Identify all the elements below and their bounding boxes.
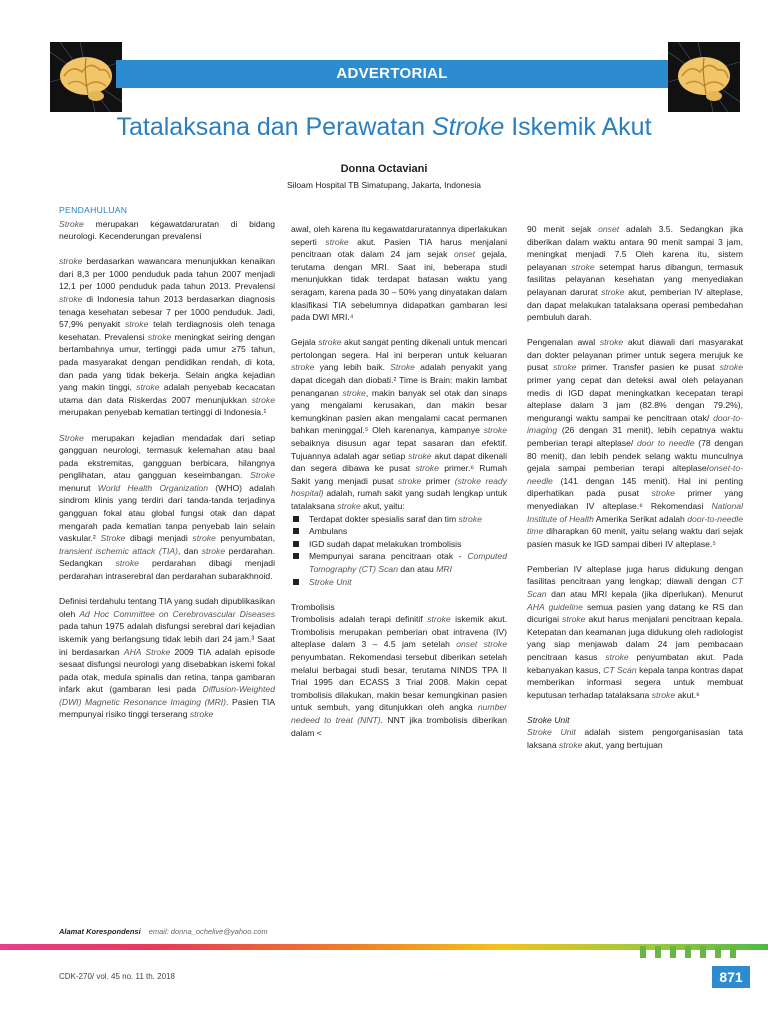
italic-term: Stroke: [250, 470, 275, 481]
text-run: akut dapat dikenali dan segera dibawa ke pusat: [291, 450, 507, 474]
italic-term: stroke: [201, 545, 226, 556]
italic-term: stroke: [427, 614, 451, 625]
stripe-dot: [700, 946, 706, 958]
italic-term: stroke: [719, 362, 743, 373]
italic-term: stroke: [124, 319, 149, 330]
text-run: perdarahan dibagi menjadi perdarahan intraserebral dan perdarahan subarakhnoid.: [59, 558, 275, 582]
list-item: [291, 576, 507, 589]
text-run: IGD sudah dapat melakukan trombolisis: [309, 538, 462, 549]
italic-term: World Health Organization: [97, 482, 209, 493]
subsection-heading: Trombolisis: [291, 601, 335, 612]
text-run: dibagi menjadi: [125, 533, 193, 544]
italic-term: stroke: [553, 362, 577, 373]
paragraph: [291, 223, 507, 324]
italic-term: door-to-imaging: [527, 412, 743, 436]
stripe-dot: [730, 946, 736, 958]
italic-term: stroke: [601, 286, 625, 297]
italic-term: transient ischemic attack (TIA): [59, 545, 178, 556]
text-run: . NNT jika trombolisis diberikan dalam <: [291, 714, 507, 738]
stripe-dot: [685, 946, 691, 958]
text-run: primer: [421, 475, 455, 486]
italic-term: Stroke Unit: [527, 727, 576, 738]
list-item: [291, 513, 507, 526]
advertorial-banner: ADVERTORIAL: [116, 60, 668, 88]
text-run: primer.⁶ Rumah Sakit yang menjadi pusat: [291, 463, 508, 486]
paragraph: [59, 255, 275, 419]
correspondence-email[interactable]: email: donna_ochelive@yahoo.com: [148, 927, 268, 936]
text-run: merupakan penyebab kematian tertinggi di Indonesia.¹: [59, 407, 267, 418]
italic-term: onset-to-needle: [527, 463, 743, 486]
text-run: meningkat seiring dengan bertambahnya umur, tertinggi pada umur ≥75 tahun, pada masyarakat dengan pendidikan rendah, di kota, dan pada yang tidak bekerja. Selain angka kejadian yang makin tinggi,: [59, 331, 275, 393]
text-run: iskemik akut. Trombolisis merupakan pemberian obat intravena (IV) alteplase dalam 3 – 4.5 jam setelah: [291, 614, 507, 650]
correspondence-label: Alamat Korespondensi: [59, 927, 141, 936]
title-part: Iskemik Akut: [504, 113, 652, 141]
text-run: akut, yaitu:: [360, 500, 405, 511]
italic-term: Stroke: [59, 218, 84, 229]
italic-term: AHA guideline: [527, 601, 583, 612]
correspondence-note: [59, 927, 268, 936]
text-run: primer yang cepat dan deteksi awal oleh pelayanan medis di IGD dapat meningkatkan kecepatan terapi alteplase dalam 3 jam (82.8% dengan 79.2%), mengurangi waktu sampai ke pencitraan otak/: [527, 375, 743, 423]
section-heading: PENDAHULUAN: [59, 205, 128, 215]
text-run: pada tahun 1975 adalah disfungsi serebral dari kejadian iskemik yang berlangsung tidak lebih dari 24 jam.³ Saat ini berdasarkan: [59, 621, 275, 657]
text-run: Terdapat dokter spesialis saraf dan tim: [309, 513, 459, 524]
italic-term: MRI: [436, 563, 452, 574]
title-italic: Stroke: [431, 113, 505, 141]
italic-term: Stroke: [100, 533, 126, 544]
author-affiliation: Siloam Hospital TB Simatupang, Jakarta, Indonesia: [286, 180, 482, 190]
text-run: akut. Pasien TIA harus menjalani pencitraan otak dalam 24 jam sejak: [291, 236, 507, 260]
italic-term: Computed Tomography (CT) Scan: [309, 551, 507, 574]
text-run: Amerika Serikat adalah: [593, 513, 688, 524]
italic-term: stroke: [115, 558, 139, 569]
italic-term: stroke: [59, 256, 83, 267]
text-run: yang lebih baik.: [314, 362, 391, 373]
text-run: , makin banyak sel otak dan sinaps yang mengalami kerusakan, dan makin besar kemungkinan pasien akan mengalami cacat permanen bahkan meninggal.⁵ Oleh karenanya, kampanye: [291, 387, 507, 436]
italic-term: number nedeed to treat (NNT): [291, 702, 507, 725]
text-run: perdarahan. Sedangkan: [59, 545, 276, 569]
text-run: adalah penyebab kecacatan utama dan data Riskerdas 2007 menunjukkan: [59, 382, 275, 405]
text-run: sebaiknya disusun agar tepat sasaran dan efektif. Tujuannya adalah agar setiap: [291, 438, 507, 461]
italic-term: stroke: [562, 614, 586, 625]
text-run: diharapkan 60 menit, yaitu selang waktu dari sejak pasien masuk ke IGD sampai diberi IV alteplase.⁵: [527, 526, 743, 549]
italic-term: AHA Stroke: [123, 646, 171, 657]
text-run: (WHO) adalah sindrom klinis yang terdiri dari tanda-tanda terjadinya gangguan fokal atau global fungsi otak dan dapat mengarah pada kematian tanpa penyebab lain selain vaskular.²: [59, 482, 275, 544]
text-run: akut sangat penting dikenali untuk mencari pertolongan segera. Hal ini berperan untuk keluaran: [291, 337, 508, 360]
text-run: Ambulans: [309, 526, 348, 537]
list-item: [291, 538, 507, 551]
text-run: setempat harus dibangun, termasuk fasilitas pelayanan kesehatan yang menyediakan pelayanan darurat: [527, 261, 743, 297]
text-run: primer. Transfer pasien ke pusat: [576, 362, 720, 373]
italic-term: Stroke: [59, 432, 84, 443]
text-run: di Indonesia tahun 2013 berdasarkan diagnosis tenaga kesehatan sebesar 7 per 1000 penduduk. Jadi, 57,9% penyakit: [59, 294, 275, 330]
paragraph: [291, 336, 507, 512]
italic-term: stroke: [397, 475, 422, 486]
paragraph: [59, 432, 275, 583]
text-run: (26 dengan 31 menit), lebih cepatnya waktu pemberian terapi alteplase/: [527, 425, 743, 448]
italic-term: door to needle: [636, 438, 695, 448]
title-part: Tatalaksana dan Perawatan: [116, 113, 432, 141]
italic-term: onset: [454, 249, 476, 260]
text-run: primer yang menyediakan IV alteplase.⁶ Rekomendasi: [527, 488, 743, 511]
italic-term: stroke: [136, 382, 160, 393]
bullet-list: [291, 513, 507, 589]
paragraph: [527, 223, 743, 324]
text-run: dan atau: [398, 563, 437, 574]
text-run: telah terdiagnosis oleh tenaga kesehatan. Prevalensi: [59, 319, 275, 342]
italic-term: Diffusion-Weighted (DWI) Magnetic Resonance Imaging (MRI): [59, 684, 275, 707]
text-run: penyumbatan akut. Pada kebanyakan kasus,: [527, 652, 743, 675]
text-run: adalah, rumah sakit yang sudah lengkap untuk tatalaksana: [291, 488, 507, 511]
text-run: kepala tanpa kontras dapat memberikan informasi segera untuk membuat keputusan terhadap tatalaksana: [527, 664, 743, 700]
italic-term: Stroke: [390, 362, 415, 373]
text-run: dan atau MRI kepala (jika diperlukan). Menurut: [546, 589, 743, 600]
journal-citation: CDK-270/ vol. 45 no. 11 th. 2018: [59, 972, 175, 981]
text-run: merupakan kegawatdaruratan di bidang neurologi. Kecenderungan prevalensi: [59, 218, 275, 242]
stripe-dots: [640, 946, 736, 958]
text-run: gejala, terutama dengan MRI. Saat ini, beberapa studi menunjukkan tidak terdapat batasan waktu yang seragam, karena pada 30 – 50% yang dinyatakan dalam klasifikasi TIA sebelumnya didapatkan gambaran lesi pada DWI MRI.⁴: [291, 249, 507, 323]
column-3: [527, 223, 743, 752]
text-run: penyumbatan. Rekomendasi tersebut diberikan setelah melalui berbagai studi besar, terutama NINDS TPA II Trial 1995 dan ECASS 3 Trial 2008. Makin cepat trombolisis dilakukan, makin besar kemungkinan pasien untuk sembuh, yang ditunjukkan oleh angka: [291, 652, 507, 713]
italic-term: stroke: [458, 513, 482, 524]
paragraph: [59, 595, 275, 721]
italic-term: stroke: [599, 337, 624, 348]
text-run: akut harus menjalani pencitraan kepala. Ketepatan dan keamanan juga didukung oleh radiologist yang siap menjawab dalam 24 jam pembacaan pencitraan kasus: [527, 614, 743, 662]
text-run: adalah 3.5. Sedangkan jika diberikan dalam waktu antara 90 menit sampai 3 jam, meningkat menjadi 7.5 Oleh karena itu, sistem pelayanan: [527, 224, 743, 272]
text-run: awal, oleh karena itu kegawatdaruratannya diperlakukan seperti: [291, 224, 507, 247]
italic-term: onset stroke: [456, 639, 507, 650]
text-run: 90 menit sejak: [527, 224, 599, 234]
text-run: , dan: [177, 545, 202, 556]
italic-term: stroke: [147, 331, 172, 342]
list-item: [291, 550, 507, 575]
text-run: merupakan kejadian mendadak dari setiap gangguan neurologi, termasuk kelemahan atau baal pada ekstremitas, gangguan berbicara, hilangnya penglihatan, atau gangguan keseimbangan.: [59, 432, 275, 481]
stripe-dot: [655, 946, 661, 958]
paragraph: [527, 336, 743, 550]
italic-term: stroke: [651, 689, 676, 700]
author-name: Donna Octaviani: [340, 163, 428, 175]
italic-term: stroke: [342, 387, 366, 398]
text-run: Pemberian IV alteplase juga harus didukung dengan fasilitas pencitraan yang lengkap; diawali dengan: [527, 563, 743, 587]
subsection-heading: Stroke Unit: [527, 714, 570, 725]
text-run: (78 dengan 80 menit), dan lebih pendek selang waktu munculnya gejala sampai pemberian terapi alteplase/: [527, 438, 744, 474]
italic-term: stroke: [189, 709, 214, 720]
italic-term: stroke: [251, 394, 275, 405]
italic-term: stroke: [651, 488, 675, 499]
italic-term: Ad Hoc Committee on Cerebrovascular Diseases: [79, 608, 275, 619]
text-run: 2009 TIA adalah episode sesaat disfungsi neurologi yang disebabkan iskemi fokal pada otak, medula spinalis dan retina, tanpa gambaran infark akut (gambaran lesi pada: [59, 646, 275, 695]
italic-term: National Institute of Health: [527, 500, 743, 524]
italic-term: onset: [598, 224, 620, 234]
column-1: [59, 204, 275, 721]
text-run: menurut: [59, 482, 98, 493]
text-run: akut diawali dari masyarakat dan dokter pelayanan primer untuk segera merujuk ke pusat: [527, 337, 743, 373]
paragraph: [527, 563, 743, 702]
italic-term: stroke: [337, 500, 361, 511]
text-run: akut, yang bertujuan: [582, 740, 663, 751]
italic-term: stroke: [571, 261, 595, 272]
text-run: Trombolisis adalah terapi definitif: [291, 614, 428, 625]
italic-term: stroke: [559, 740, 583, 751]
italic-term: stroke: [415, 463, 439, 474]
text-run: Definisi terdahulu tentang TIA yang sudah dipublikasikan oleh: [59, 596, 275, 619]
paragraph: [59, 218, 275, 243]
italic-term: door-to-needle time: [527, 513, 743, 537]
stripe-dot: [640, 946, 646, 958]
italic-term: Stroke Unit: [309, 576, 352, 587]
italic-term: stroke: [408, 450, 432, 461]
italic-term: stroke: [318, 337, 342, 348]
text-run: semua pasien yang datang ke RS dan dicurigai: [527, 601, 743, 625]
text-run: (141 dengan 145 menit). Hal ini penting diperhatikan pada pusat: [527, 475, 743, 499]
italic-term: (stroke ready hospital): [291, 475, 507, 499]
text-run: berdasarkan wawancara menunjukkan kenaikan dari 8,3 per 1000 penduduk pada tahun 2007 menjadi 12,1 per 1000 penduduk pada tahun 2013. Prevalensi: [59, 256, 275, 292]
page-number: 871: [712, 966, 750, 988]
text-run: . Pasien TIA mempunyai risiko tinggi terserang: [59, 696, 276, 720]
column-2: [291, 223, 507, 739]
italic-term: CT Scan: [527, 576, 743, 600]
italic-term: stroke: [291, 362, 315, 373]
italic-term: stroke: [605, 652, 629, 662]
stripe-dot: [715, 946, 721, 958]
text-run: akut, pemberian IV alteplase, dan dapat melakukan tatalaksana operasi pembedahan pembuluh darah.: [527, 286, 743, 323]
brain-icon: [50, 42, 122, 112]
italic-term: stroke: [325, 236, 349, 247]
text-run: penyumbatan,: [215, 533, 275, 544]
brain-icon: [668, 42, 740, 112]
stripe-dot: [670, 946, 676, 958]
italic-term: stroke: [59, 294, 83, 305]
list-item: [291, 525, 507, 538]
italic-term: stroke: [483, 425, 507, 436]
text-run: akut.⁶: [675, 689, 700, 700]
text-run: Mempunyai sarana pencitraan otak -: [309, 551, 468, 562]
text-run: Gejala: [291, 337, 319, 348]
paragraph: [527, 726, 743, 751]
article-title: [0, 113, 768, 142]
text-run: adalah sistem pengorganisasian tata laksana: [527, 727, 743, 751]
text-run: Pengenalan awal: [527, 337, 600, 348]
paragraph: [291, 613, 507, 739]
italic-term: stroke: [192, 533, 216, 544]
italic-term: CT Scan: [603, 664, 637, 675]
text-run: adalah penyakit yang dapat dicegah dan diobati.² Time is Brain: makin lambat penanganan: [291, 362, 507, 398]
